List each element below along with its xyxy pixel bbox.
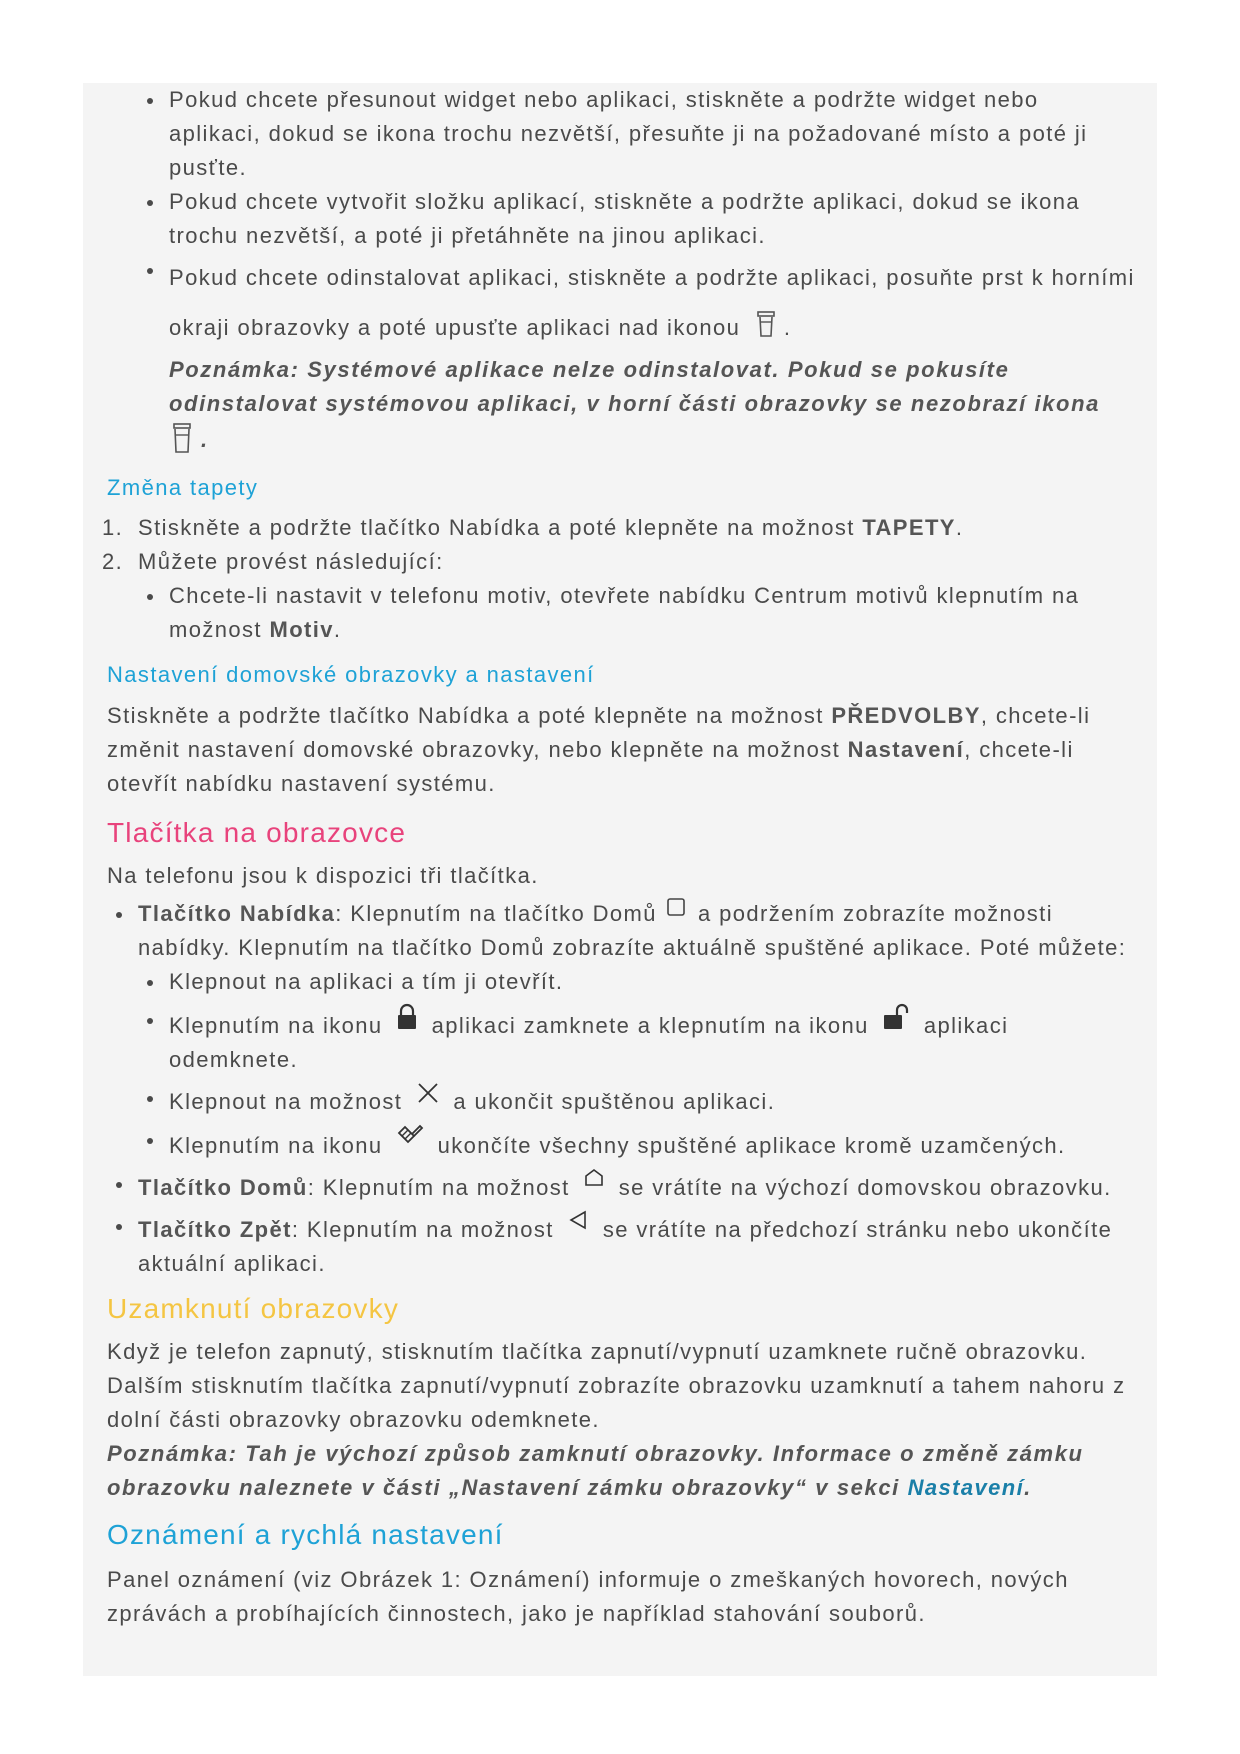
unlock-icon xyxy=(882,1003,910,1031)
list-item: Tlačítko Domů: Klepnutím na možnost se vrátíte na výchozí domovskou obrazovku. xyxy=(107,1167,1137,1205)
list-item: Tlačítko Nabídka: Klepnutím na tlačítko Domů a podržením zobrazíte možnosti nabídky. Klepnutím na tlačítko Domů zobrazíte aktuálně spuštěné aplikace. Poté můžete: xyxy=(107,897,1137,965)
uninstall-note: Poznámka: Systémové aplikace nelze odinstalovat. Pokud se pokusíte odinstalovat systémovou aplikaci, v horní části obrazovky se nezobrazí ikona xyxy=(169,357,1100,416)
screen-buttons-list-cont xyxy=(107,1167,1137,1281)
screen-buttons-intro: Na telefonu jsou k dispozici tři tlačítka. xyxy=(107,863,539,888)
list-item: Klepnout na možnost a ukončit spuštěnou aplikaci. xyxy=(107,1081,1137,1119)
list-item: Klepnout na aplikaci a tím ji otevřít. xyxy=(107,965,1137,999)
list-item: Chcete-li nastavit v telefonu motiv, otevřete nabídku Centrum motivů klepnutím na možnost Motiv. xyxy=(107,579,1137,647)
screen-lock-note: Poznámka: Tah je výchozí způsob zamknutí obrazovky. Informace o změně zámku obrazovku naleznete v části „Nastavení zámku obrazovky“ v sekci Nastavení. xyxy=(107,1441,1084,1500)
clear-all-broom-icon xyxy=(396,1123,424,1149)
home-settings-heading: Nastavení domovské obrazovky a nastavení xyxy=(107,662,595,687)
list-item: Pokud chcete odinstalovat aplikaci, stiskněte a podržte aplikaci, posuňte prst k horními okraji obrazovky a poté upusťte aplikaci nad ikonou . Poznámka: Systémové aplikace nelze odinstalovat. Pokud se pokusíte odinstalovat systémovou aplikaci, v horní části obrazovky se nezobrazí ikona . xyxy=(107,253,1137,457)
trash-icon xyxy=(754,309,778,339)
notifications-heading: Oznámení a rychlá nastavení xyxy=(107,1519,504,1550)
list-item: Klepnutím na ikonu aplikaci zamknete a klepnutím na ikonu aplikaci odemknete. xyxy=(107,1003,1137,1077)
home-settings-paragraph: Stiskněte a podržte tlačítko Nabídka a poté klepněte na možnost PŘEDVOLBY, chcete-li změnit nastavení domovské obrazovky, nebo klepněte na možnost Nastavení, chcete-li otevřít nabídku nastavení systému. xyxy=(107,703,1091,796)
wallpaper-steps xyxy=(102,511,1137,579)
close-icon xyxy=(416,1081,440,1105)
home-icon xyxy=(583,1167,605,1189)
document-content xyxy=(102,83,1137,1631)
screen-buttons-list xyxy=(107,897,1137,965)
list-item: Pokud chcete přesunout widget nebo aplikaci, stiskněte a podržte widget nebo aplikaci, dokud se ikona trochu nezvětší, přesuňte ji na požadované místo a poté ji pusťte. xyxy=(107,83,1137,185)
list-item: 2. Můžete provést následující: xyxy=(102,549,444,574)
lock-icon xyxy=(396,1003,418,1031)
menu-options-list xyxy=(107,965,1137,1163)
list-item: 1. Stiskněte a podržte tlačítko Nabídka a poté klepněte na možnost TAPETY. xyxy=(102,515,964,540)
list-item: Pokud chcete vytvořit složku aplikací, stiskněte a podržte aplikaci, dokud se ikona trochu nezvětší, a poté ji přetáhněte na jinou aplikaci. xyxy=(107,185,1137,253)
home-square-icon xyxy=(666,897,686,919)
list-item: Tlačítko Zpět: Klepnutím na možnost se vrátíte na předchozí stránku nebo ukončíte aktuální aplikaci. xyxy=(107,1209,1137,1281)
back-icon xyxy=(567,1209,589,1231)
trash-icon xyxy=(169,421,195,455)
screen-lock-heading: Uzamknutí obrazovky xyxy=(107,1293,400,1324)
notifications-paragraph: Panel oznámení (viz Obrázek 1: Oznámení) informuje o zmeškaných hovorech, nových zprávách a probíhajících činnostech, jako je například stahování souborů. xyxy=(107,1567,1069,1626)
settings-link[interactable]: Nastavení xyxy=(907,1475,1025,1500)
list-item: Klepnutím na ikonu ukončíte všechny spuštěné aplikace kromě uzamčených. xyxy=(107,1123,1137,1163)
screen-buttons-heading: Tlačítka na obrazovce xyxy=(107,817,407,848)
wallpaper-heading: Změna tapety xyxy=(107,475,259,500)
home-screen-tips-list xyxy=(107,83,1137,457)
wallpaper-sub-list xyxy=(107,579,1137,647)
screen-lock-paragraph: Když je telefon zapnutý, stisknutím tlačítka zapnutí/vypnutí uzamknete ručně obrazovku. Dalším stisknutím tlačítka zapnutí/vypnutí zobrazíte obrazovku uzamknutí a tahem nahoru z dolní části obrazovky obrazovku odemknete. xyxy=(107,1339,1126,1432)
